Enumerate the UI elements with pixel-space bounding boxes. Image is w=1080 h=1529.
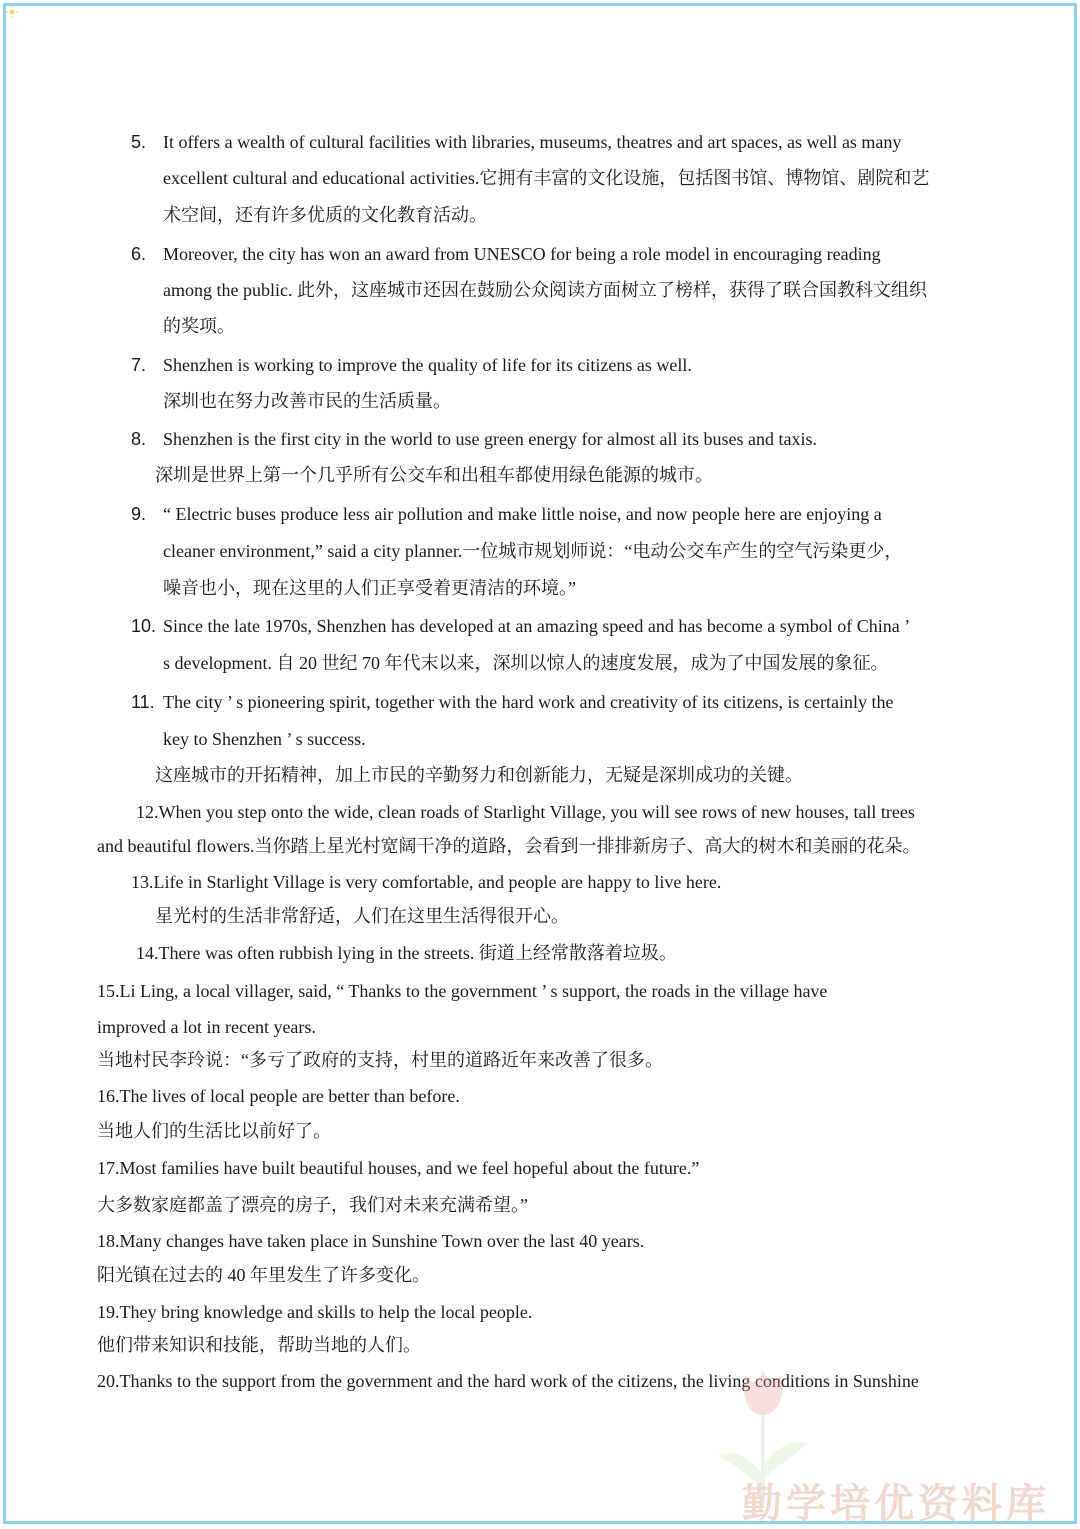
item-line: 深圳也在努力改善市民的生活质量。 xyxy=(163,391,451,411)
item-line: s development. 自 20 世纪 70 年代末以来，深圳以惊人的速度发展，成为了中国发展的象征。 xyxy=(163,653,889,673)
item-line: It offers a wealth of cultural facilities with libraries, museums, theatres and art spaces, as well as many xyxy=(163,132,902,152)
item-number: 6. xyxy=(131,244,147,264)
item-line: 19.They bring knowledge and skills to help the local people. xyxy=(97,1302,533,1322)
item-line: 18.Many changes have taken place in Sunshine Town over the last 40 years. xyxy=(97,1231,645,1251)
item-line: “ Electric buses produce less air pollution and make little noise, and now people here are enjoying a xyxy=(163,504,882,524)
item-line: Shenzhen is working to improve the quality of life for its citizens as well. xyxy=(163,355,692,375)
item-number: 11. xyxy=(131,692,155,712)
item-line: 14.There was often rubbish lying in the streets. 街道上经常散落着垃圾。 xyxy=(136,943,677,963)
item-line: The city ’ s pioneering spirit, together with the hard work and creativity of its citizens, is certainly the xyxy=(163,692,894,712)
item-line: 12.When you step onto the wide, clean roads of Starlight Village, you will see rows of new houses, tall trees xyxy=(136,802,915,822)
item-line: 他们带来知识和技能，帮助当地的人们。 xyxy=(97,1335,421,1355)
item-number: 9. xyxy=(131,504,147,524)
item-line: 当地村民李玲说：“多亏了政府的支持，村里的道路近年来改善了很多。 xyxy=(97,1050,663,1070)
item-line: key to Shenzhen ’ s success. xyxy=(163,729,366,749)
item-line: 这座城市的开拓精神，加上市民的辛勤努力和创新能力，无疑是深圳成功的关键。 xyxy=(155,765,803,785)
item-line: among the public. 此外，这座城市还因在鼓励公众阅读方面树立了榜样，获得了联合国教科文组织 xyxy=(163,280,927,300)
item-line: Moreover, the city has won an award from UNESCO for being a role model in encouraging reading xyxy=(163,244,881,264)
item-line: Shenzhen is the first city in the world to use green energy for almost all its buses and taxis. xyxy=(163,429,818,449)
item-line: 阳光镇在过去的 40 年里发生了许多变化。 xyxy=(97,1265,430,1285)
item-line: 的奖项。 xyxy=(163,316,235,336)
item-line: 16.The lives of local people are better than before. xyxy=(97,1086,460,1106)
item-line: improved a lot in recent years. xyxy=(97,1017,316,1037)
item-line: excellent cultural and educational activities.它拥有丰富的文化设施，包括图书馆、博物馆、剧院和艺 xyxy=(163,168,930,188)
item-line: cleaner environment,” said a city planner.一位城市规划师说：“电动公交车产生的空气污染更少， xyxy=(163,541,903,561)
item-line: 17.Most families have built beautiful houses, and we feel hopeful about the future.” xyxy=(97,1158,700,1178)
item-line: 大多数家庭都盖了漂亮的房子，我们对未来充满希望。” xyxy=(97,1195,528,1215)
item-line: 术空间，还有许多优质的文化教育活动。 xyxy=(163,205,487,225)
item-line: 深圳是世界上第一个几乎所有公交车和出租车都使用绿色能源的城市。 xyxy=(155,465,713,485)
item-line: and beautiful flowers.当你踏上星光村宽阔干净的道路，会看到一排排新房子、高大的树木和美丽的花朵。 xyxy=(97,836,921,856)
item-line: 噪音也小，现在这里的人们正享受着更清洁的环境。” xyxy=(163,578,576,598)
watermark-text: 勤学培优资料库 xyxy=(742,1481,1050,1527)
item-line: 15.Li Ling, a local villager, said, “ Thanks to the government ’ s support, the roads in the village have xyxy=(97,981,828,1001)
item-line: 星光村的生活非常舒适，人们在这里生活得很开心。 xyxy=(155,906,569,926)
item-line: 13.Life in Starlight Village is very comfortable, and people are happy to live here. xyxy=(131,872,722,892)
item-number: 8. xyxy=(131,429,147,449)
sun-icon xyxy=(6,6,18,18)
item-number: 10. xyxy=(131,616,157,636)
item-line: 当地人们的生活比以前好了。 xyxy=(97,1121,331,1141)
item-line: 20.Thanks to the support from the government and the hard work of the citizens, the living conditions in Sunshine xyxy=(97,1371,919,1391)
item-number: 5. xyxy=(131,132,147,152)
item-number: 7. xyxy=(131,355,147,375)
item-line: Since the late 1970s, Shenzhen has developed at an amazing speed and has become a symbol of China ’ xyxy=(163,616,911,636)
